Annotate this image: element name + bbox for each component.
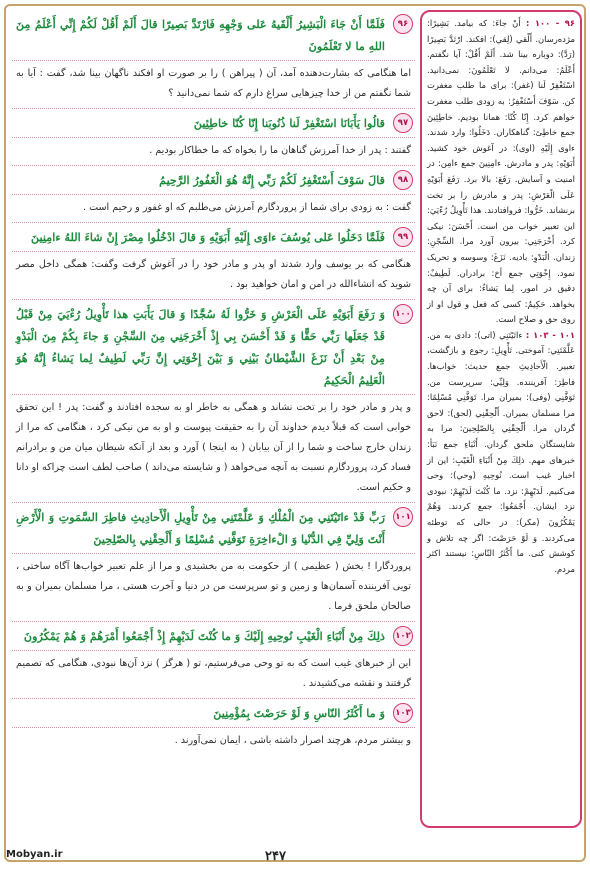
arabic-verse [12,503,415,554]
persian-translation: گفت : به زودی برای شما از پروردگارم آمرزش می‌طلبم که او غفور و رحیم است . [12,195,415,223]
verse-block-98 [12,166,415,223]
glossary-range-header: ۹۶ - ۱۰۰ : [525,18,575,28]
arabic-verse [12,223,415,252]
verse-number-badge: ۱۰۳ [393,703,413,723]
arabic-text: فَلَمَّا أَنْ جَاءَ الْبَشِيرُ أَلْقَيهُ عَلى وَجْهِهِ فَارْتَدَّ بَصِيرًا قالَ أَلَمْ أَقُلْ لَكُمْ إِنِّي أَعْلَمُ مِنَ اللهِ ما لا تَعْلَمُونَ [16,17,385,53]
verse-block-102 [12,622,415,699]
arabic-text: فَلَمَّا دَخَلُوا عَلى يُوسُفَ ءاوَى إِلَيْهِ أَبَوَيْهِ وَ قالَ ادْخُلُوا مِصْرَ إِنْ شاءَ اللهُ ءامِنِينَ [31,230,385,244]
arabic-verse [12,622,415,651]
verse-block-99 [12,223,415,300]
verse-block-101 [12,503,415,622]
arabic-verse [12,10,415,61]
arabic-text: قالُوا يَأَبَانَا اسْتَغْفِرْ لَنا ذُنُوبَنا إِنّا كُنّا خاطِئِينَ [193,116,385,130]
page-number: ۲۴۷ [265,849,286,864]
verse-number-badge: ۱۰۲ [393,626,413,646]
site-watermark: Mobyan.ir [6,849,63,860]
arabic-text: وَ ما أَكْثَرُ النّاسِ وَ لَوْ حَرَصْتَ بِمُؤْمِنِينَ [213,706,385,720]
arabic-text: رَبِّ قَدْ ءاتَيْتَنِي مِنَ الْمُلْكِ وَ عَلَّمْتَنِي مِنْ تَأْوِيلِ الْأَحادِيثِ فاطِرَ السَّمَوتِ وَ الْأَرْضِ أَنْتَ وَلِيِّ فِي الدُّنْيا وَ الْءاخِرَةِ تَوَفَّنِي مُسْلِمًا وَ أَلْحِقْنِي بِالصّلِحِينَ [16,510,385,546]
glossary-sidebar [420,10,582,828]
verse-number-badge: ۱۰۰ [393,304,413,324]
verse-number-badge: ۹۶ [393,14,413,34]
verse-block-96 [12,10,415,109]
glossary-text: أَنْ جاءَ: که بیامد. بَشِيرًا: مژده‌رسان. أَلْقي (لِقي): افکند. ارْتَدَّ بَصِيرًا (رَدَّ): دوباره بینا شد. أَلَمْ أَقُلْ: آیا نگفتم. أَعْلَمُ: می‌دانم. لا تَعْلَمُونَ: نمی‌دانید. اسْتَغْفِرْ لَنا (غفر): برای ما طلب مغفرت کن. سَوْفَ أَسْتَغْفِرُ: به زودی طلب مغفرت خواهم کرد. إِنّا كُنّا: همانا بودیم. خاطِئِينَ جمع خاطِئ: گناهکاران. دَخَلُوا: وارد شدند. ءاوى إِلَيْهِ (اوى): در آغوش خود کشید. أَبَوَيْهِ: پدر و مادرش. ءامِنِينَ جمع ءامِن: در امنیت و آسایش. رَفَعَ: بالا برد. رَفَعَ أَبَوَيْهِ عَلَى الْعَرْشِ: پدر و مادرش را بر تخت برنشاند. خَرُّوا: فروافتادند. هذا تَأْوِيلُ رُءْيَيَ: این تعبیر خواب من است. أَحْسَنَ: نیکی کرد. أَخْرَجَنِي: بیرون آورد مرا. السِّجْنِ: زندان. الْبَدْوِ: بادیه. نَزَغَ: وسوسه و تحریک نمود. إِخْوَتِي جمع أخ: برادران. لَطِيفٌ: دقیق در امور. لِما يَشاءُ: برای آن چه بخواهد. حَكِيمٌ: کسی که فعل و قول او از روی حق و صلاح است. [427,18,575,325]
verse-block-100 [12,300,415,503]
verse-number-badge: ۹۹ [393,227,413,247]
persian-translation: هنگامی که بر یوسف وارد شدند او پدر و مادر خود را در آغوش گرفت وگفت: همگی داخل مصر شوید که انشاءالله در امن و امان خواهید بود . [12,252,415,300]
arabic-text: وَ رَفَعَ أَبَوَيْهِ عَلَى الْعَرْشِ وَ خَرُّوا لَهُ سُجَّدًا وَ قالَ يَأَبَتِ هذا تَأْوِيلُ رُءْيَيَ مِنْ قَبْلُ قَدْ جَعَلَها رَبِّي حَقًّا وَ قَدْ أَحْسَنَ بِي إِذْ أَخْرَجَنِي مِنَ السِّجْنِ وَ جاءَ بِكُمْ مِنَ الْبَدْوِ مِنْ بَعْدِ أَنْ نَزَغَ الشَّيْطانُ بَيْنِي وَ بَيْنَ إِخْوَتِي إِنَّ رَبِّي لَطِيفٌ لِما يَشاءُ إِنَّهُ هُوَ الْعَلِيمُ الْحَكِيمُ [16,307,385,387]
arabic-verse [12,300,415,395]
verse-block-103 [12,699,415,755]
persian-translation: و بیشتر مردم، هرچند اصرار داشته باشی ، ایمان نمی‌آورند . [174,735,411,746]
glossary-text: ءاتَيْتَنِي (اتی): دادی به من. عَلَّمْتَنِي: آموختی. تَأْوِيلِ: رجوع و بازگشت، تعبیر. الْأَحادِيثِ جمع حديث: خواب‌ها. فاطِرَ: آفریننده. وَلِيِّي: سرپرست من. تَوَفَّنِي (وفى): بمیران مرا. تَوَفَّنِي مُسْلِمًا: مرا مسلمان بمیران. أَلْحِقْنِي (لحق): لاحق گردان مرا. أَلْحِقْنِي بِالصّلِحِينَ: مرا به شایستگان ملحق گردان. أَنْبَاءِ جمع نَبَأ: خبرهای مهم. ذلِكَ مِنْ أَنْبَاءِ الْغَيْبِ: این از اخبار غیب است. نُوحِيهِ (وحي): وحی می‌کنیم. لَدَيْهِمْ: نزد. ما كُنْتَ لَدَيْهِمْ: نبودی نزد ایشان. أَجْمَعُوا: جمع کردند. وَهُمْ يَمْكُرُونَ (مكر): در حالی که توطئه می‌کردند. وَ لَوْ حَرَصْتَ: اگر چه تلاش و کوشش کنی. ما أَكْثَرُ النّاسِ: نیستند اکثر مردم. [427,329,575,574]
persian-translation: این از خبرهای غیب است که به تو وحی می‌فرستیم، تو ( هرگز ) نزد آن‌ها نبودی، هنگامی که تصمیم گرفتند و نقشه می‌کشیدند . [12,651,415,699]
verse-number-badge: ۱۰۱ [393,507,413,527]
arabic-text: قالَ سَوْفَ أَسْتَغْفِرُ لَكُمْ رَبِّي إِنَّهُ هُوَ الْغَفُورُ الرَّحِيمُ [159,173,385,187]
glossary-range-header: ۱۰۱ - ۱۰۳ : [525,329,575,340]
persian-translation: پروردگارا ! بخش ( عظیمی ) از حکومت به من بخشیدی و مرا از علم تعبیر خواب‌ها آگاه ساختی ، تویی آفریننده آسمان‌ها و زمین و تو سرپرست من در دنیا و آخرت هستی ، مرا مسلمان بمیران و به صالحان ملحق فرما . [12,554,415,622]
verse-number-badge: ۹۸ [393,170,413,190]
verses-column [12,10,415,830]
persian-translation: اما هنگامی که بشارت‌دهنده آمد، آن ( پیراهن ) را بر صورت او افکند ناگهان بینا شد، گفت : آیا به شما نگفتم من از خدا چیزهایی سراغ دارم که شما نمی‌دانید ؟ [12,61,415,109]
persian-translation: گفتند : پدر از خدا آمرزش گناهان ما را بخواه که ما خطاکار بودیم . [12,138,415,166]
persian-translation: و پدر و مادر خود را بر تخت نشاند و همگی به خاطر او به سجده افتادند و گفت: پدر ! این تحقق خوابی است که قبلاً دیدم خداوند آن را به حقیقت پیوست و او به‌ من نیکی کرد ، هنگامی که مرا از زندان خارج ساخت و شما را از آن بیابان ( به اینجا ) آورد و بعد از آنکه شیطان میان من و برادرانم فساد کرد، پروردگارم نسبت به آنچه می‌خواهد ( و شایسته می‌داند ) صاحب لطف است چراکه او دانا و حکیم است. [12,395,415,503]
arabic-verse [12,166,415,195]
arabic-verse [12,699,415,728]
verse-number-badge: ۹۷ [393,113,413,133]
verse-block-97 [12,109,415,166]
arabic-verse [12,109,415,138]
arabic-text: ذلِكَ مِنْ أَنْبَاءِ الْغَيْبِ نُوحِيهِ إِلَيْكَ وَ ما كُنْتَ لَدَيْهِمْ إِذْ أَجْمَعُوا أَمْرَهُمْ وَ هُمْ يَمْكُرُونَ [23,629,385,643]
